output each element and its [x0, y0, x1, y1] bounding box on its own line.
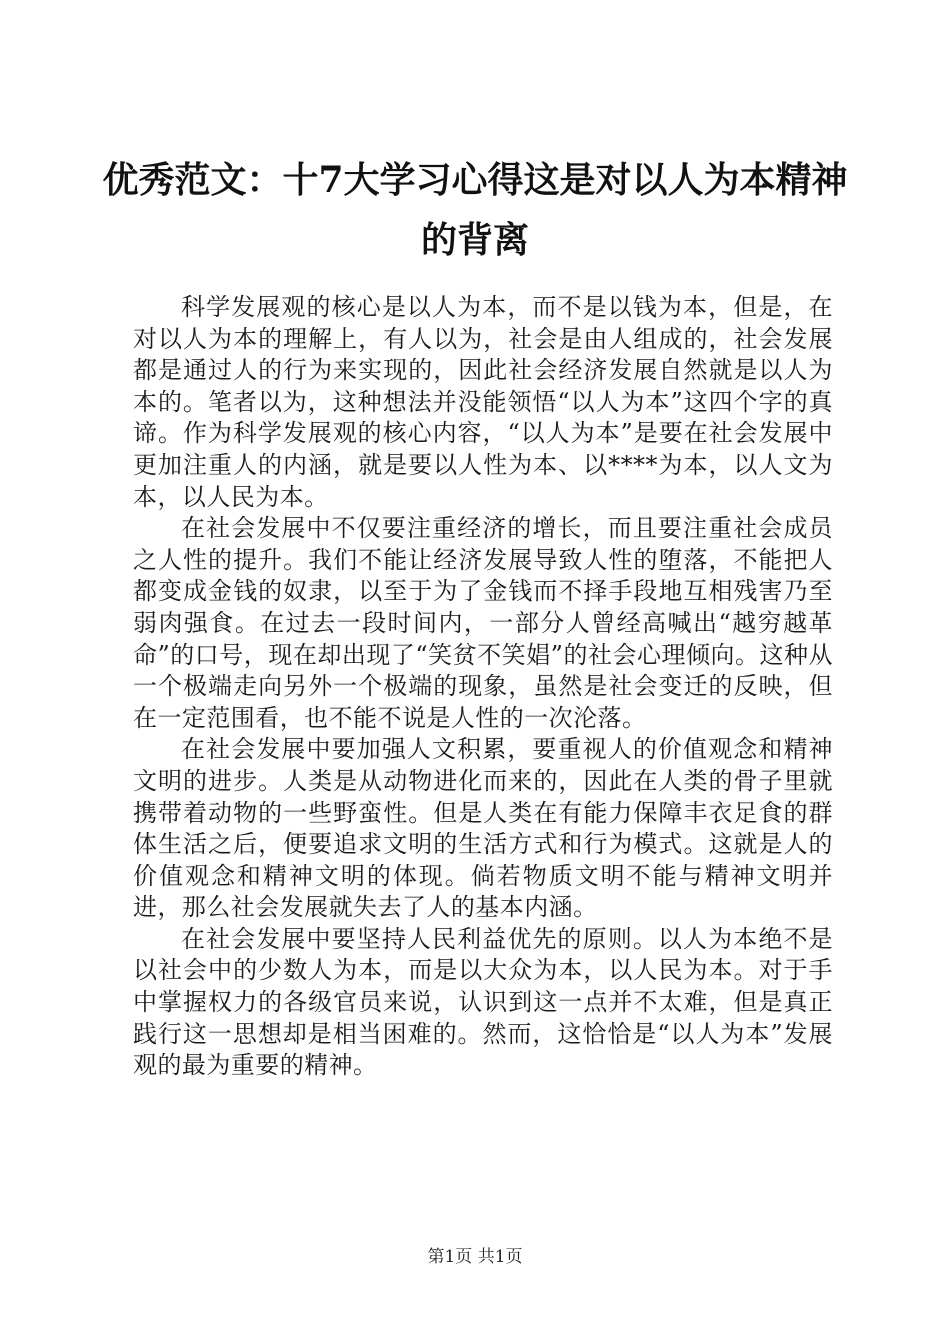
paragraph-4: 在社会发展中要坚持人民利益优先的原则。以人为本绝不是以社会中的少数人为本，而是以大众为本，以人民为本。对于手中掌握权力的各级官员来说，认识到这一点并不太难，但是真正践行这一思想却是相当困难的。然而，这恰恰是“以人为本”发展观的最为重要的精神。 — [133, 924, 833, 1080]
document-title: 优秀范文：十7大学习心得这是对以人为本精神的背离 — [102, 159, 848, 261]
page-footer: 第1页 共1页 — [427, 1247, 523, 1267]
paragraph-1: 科学发展观的核心是以人为本，而不是以钱为本，但是，在对以人为本的理解上，有人以为，社会是由人组成的，社会发展都是通过人的行为来实现的，因此社会经济发展自然就是以人为本的。笔者以为，这种想法并没能领悟“以人为本”这四个字的真谛。作为科学发展观的核心内容，“以人为本”是要在社会发展中更加注重人的内涵，就是要以人性为本、以****为本，以人文为本，以人民为本。 — [133, 293, 833, 511]
paragraph-3: 在社会发展中要加强人文积累，要重视人的价值观念和精神文明的进步。人类是从动物进化而来的，因此在人类的骨子里就携带着动物的一些野蛮性。但是人类在有能力保障丰衣足食的群体生活之后，便要追求文明的生活方式和行为模式。这就是人的价值观念和精神文明的体现。倘若物质文明不能与精神文明并进，那么社会发展就失去了人的基本内涵。 — [133, 735, 833, 922]
paragraph-2: 在社会发展中不仅要注重经济的增长，而且要注重社会成员之人性的提升。我们不能让经济发展导致人性的堕落，不能把人都变成金钱的奴隶，以至于为了金钱而不择手段地互相残害乃至弱肉强食。在过去一段时间内，一部分人曾经高喊出“越穷越革命”的口号，现在却出现了“笑贫不笑娼”的社会心理倾向。这种从一个极端走向另外一个极端的现象，虽然是社会变迁的反映，但在一定范围看，也不能不说是人性的一次沦落。 — [133, 514, 833, 732]
document-body — [133, 292, 833, 1082]
